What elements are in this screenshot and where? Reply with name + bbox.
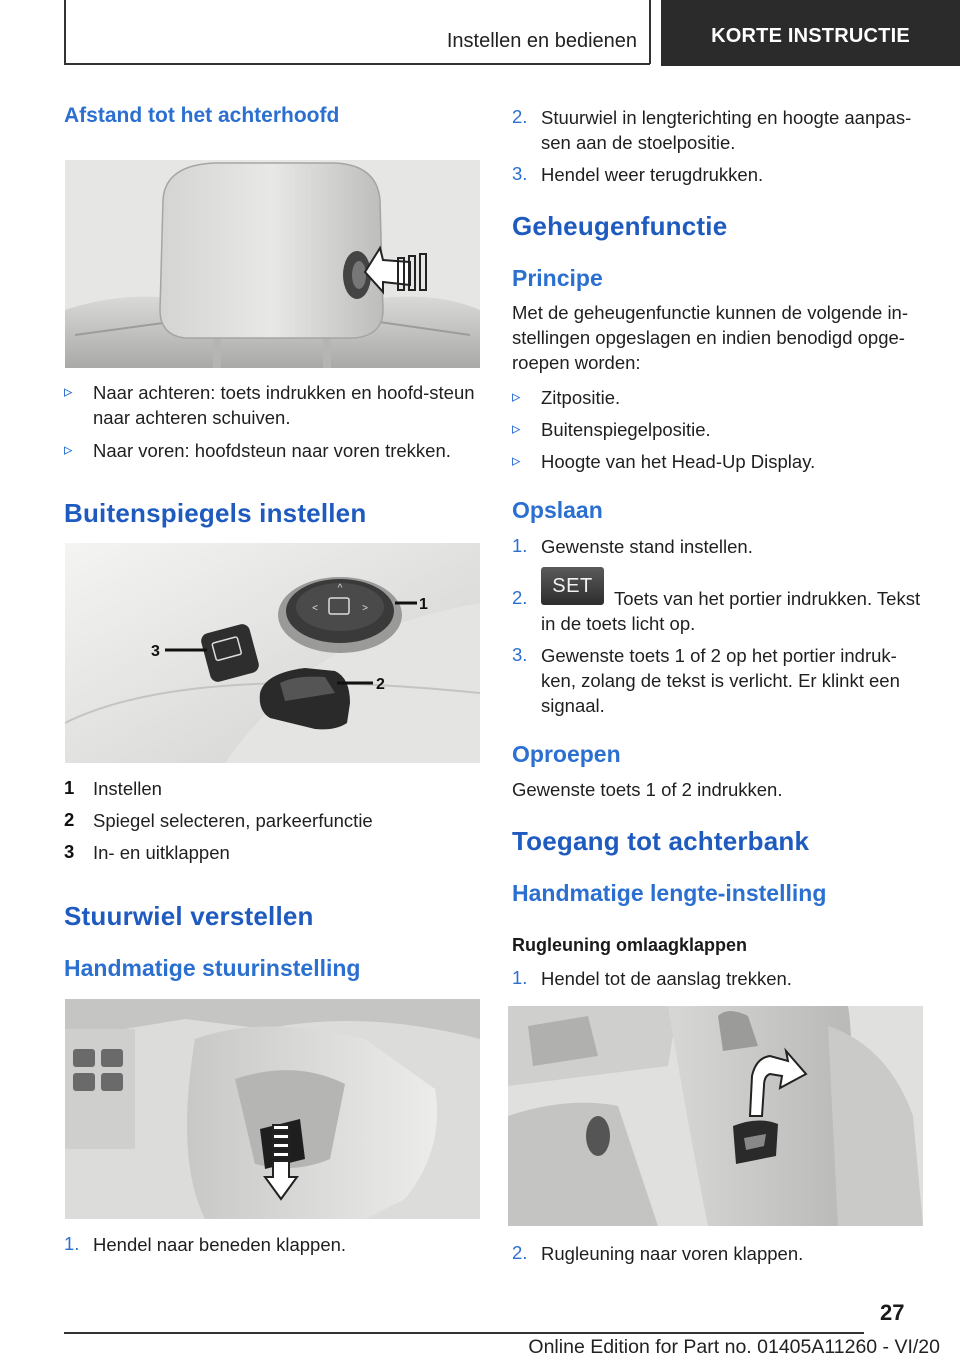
bullet-icon: ▹: [512, 419, 521, 438]
headrest-figure: [65, 160, 480, 368]
steering-heading: Stuurwiel verstellen: [64, 901, 314, 931]
legend-text-2: Spiegel selecteren, parkeerfunctie: [93, 810, 373, 831]
headrest-bullet-1: Naar achteren: toets indrukken en hoofd-steun naar achteren schuiven.: [93, 382, 475, 428]
steering-step-2-number: 2.: [512, 106, 528, 127]
headrest-bullet-2: Naar voren: hoofdsteun naar voren trekken.: [93, 440, 451, 461]
principle-bullet-1: Zitpositie.: [541, 387, 621, 408]
rear-step-1-number: 1.: [512, 967, 528, 988]
header-section-title: Instellen en bedienen: [446, 30, 637, 52]
recall-text: Gewenste toets 1 of 2 indrukken.: [512, 779, 783, 800]
header-divider: [649, 0, 651, 64]
legend-number-3: 3: [64, 841, 75, 862]
legend-number-1: 1: [64, 777, 75, 798]
footer-rule: [64, 1332, 864, 1334]
mirrors-heading: Buitenspiegels instellen: [64, 498, 367, 528]
legend-text-3: In- en uitklappen: [93, 842, 230, 863]
principle-text: Met de geheugenfunctie kunnen de volgende in-stellingen opgeslagen en indien benodigd opge-roepen worden:: [512, 302, 908, 373]
svg-text:<: <: [312, 603, 318, 614]
page-number: 27: [880, 1300, 905, 1325]
save-heading: Opslaan: [512, 497, 603, 523]
principle-bullet-3: Hoogte van het Head-Up Display.: [541, 451, 816, 472]
bullet-icon: ▹: [64, 382, 73, 401]
save-step-2-number: 2.: [512, 587, 528, 608]
chapter-label: KORTE INSTRUCTIE: [711, 24, 910, 47]
rear-step-2-number: 2.: [512, 1242, 528, 1263]
principle-bullet-2: Buitenspiegelpositie.: [541, 419, 711, 440]
svg-text:^: ^: [337, 583, 343, 594]
steering-step-3-text: Hendel weer terugdrukken.: [541, 164, 764, 185]
rear-access-heading: Toegang tot achterbank: [512, 826, 810, 856]
legend-number-2: 2: [64, 809, 75, 830]
header-bottom-rule: [64, 63, 650, 65]
bullet-icon: ▹: [64, 440, 73, 459]
rear-step-2-text: Rugleuning naar voren klappen.: [541, 1243, 804, 1264]
bullet-icon: ▹: [512, 451, 521, 470]
headrest-heading: Afstand tot het achterhoofd: [64, 104, 340, 127]
set-button[interactable]: SET: [541, 567, 604, 605]
rear-step-1-text: Hendel tot de aanslag trekken.: [541, 968, 792, 989]
save-step-1-number: 1.: [512, 535, 528, 556]
backrest-lever-figure: [508, 1006, 923, 1226]
svg-text:>: >: [362, 603, 368, 614]
steering-step-1-number: 1.: [64, 1233, 80, 1254]
steering-subheading: Handmatige stuurinstelling: [64, 955, 361, 981]
steering-step-3-number: 3.: [512, 163, 528, 184]
header-chapter-tab[interactable]: [661, 0, 960, 66]
save-step-3-number: 3.: [512, 644, 528, 665]
steering-step-2-text: Stuurwiel in lengterichting en hoogte aanpas-sen aan de stoelpositie.: [541, 107, 912, 153]
mirror-callout-1: 1: [419, 596, 428, 613]
backrest-subheading: Rugleuning omlaagklappen: [512, 935, 748, 955]
memory-heading: Geheugenfunctie: [512, 211, 728, 241]
header-left-rule: [64, 0, 66, 64]
mirror-controls-figure: [65, 543, 480, 763]
recall-heading: Oproepen: [512, 741, 621, 767]
steering-step-1-text: Hendel naar beneden klappen.: [93, 1234, 347, 1255]
mirror-callout-3: 3: [151, 643, 160, 660]
steering-lever-figure: [65, 999, 480, 1219]
principle-heading: Principe: [512, 265, 603, 291]
bullet-icon: ▹: [512, 387, 521, 406]
rear-access-subheading: Handmatige lengte-instelling: [512, 880, 827, 906]
legend-text-1: Instellen: [93, 778, 162, 799]
save-step-2-text: Toets van het portier indrukken. Tekst in de toets licht op.: [541, 588, 921, 634]
save-step-1-text: Gewenste stand instellen.: [541, 536, 753, 557]
mirror-callout-2: 2: [376, 676, 385, 693]
save-step-3-text: Gewenste toets 1 of 2 op het portier indruk-ken, zolang de tekst is verlicht. Er klinkt een signaal.: [541, 645, 900, 716]
footer-edition: Online Edition for Part no. 01405A11260 - VI/20: [528, 1336, 940, 1358]
